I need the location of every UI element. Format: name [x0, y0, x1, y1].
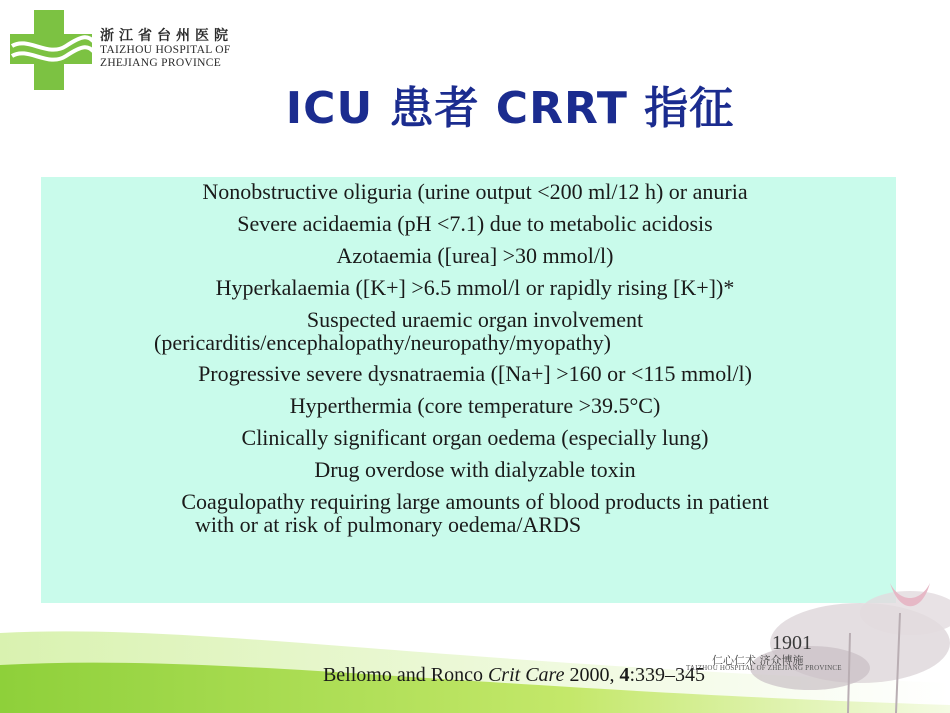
logo-text — [100, 28, 270, 70]
list-item: Coagulopathy requiring large amounts of blood products in patient with or at risk of pulmonary oedema/ARDS — [181, 489, 769, 537]
list-item: Azotaemia ([urea] >30 mmol/l) — [336, 243, 614, 268]
footer-hospital-name: TAIZHOU HOSPITAL OF ZHEJIANG PROVINCE — [686, 664, 842, 672]
list-item: Suspected uraemic organ involvement (pericarditis/encephalopathy/neuropathy/myopathy) — [154, 307, 644, 355]
citation — [0, 664, 950, 687]
founding-year: 1901 — [772, 632, 812, 654]
list-item: Severe acidaemia (pH <7.1) due to metabolic acidosis — [237, 211, 713, 236]
citation-pages: :339–345 — [629, 664, 706, 686]
citation-authors: Bellomo and Ronco — [322, 664, 488, 686]
list-item: Drug overdose with dialyzable toxin — [314, 457, 636, 482]
list-item: Clinically significant organ oedema (especially lung) — [241, 425, 709, 450]
indications-list — [0, 180, 950, 544]
logo-name-cn: 浙江省台州医院 — [100, 28, 233, 44]
logo-name-en-line1: TAIZHOU HOSPITAL OF — [100, 44, 231, 56]
citation-journal: Crit Care — [487, 664, 565, 686]
list-item: Progressive severe dysnatraemia ([Na+] >160 or <115 mmol/l) — [198, 361, 752, 386]
citation-year: 2000, — [564, 664, 620, 686]
hospital-slogan: 仁心仁术 济众博施 — [712, 654, 804, 667]
list-item: Hyperkalaemia ([K+] >6.5 mmol/l or rapidly rising [K+])* — [215, 275, 735, 300]
citation-volume: 4 — [619, 664, 630, 686]
slide-title: ICU 患者 CRRT 指征 — [285, 83, 735, 134]
list-item: Hyperthermia (core temperature >39.5°C) — [289, 393, 661, 418]
logo-name-en-line2: ZHEJIANG PROVINCE — [100, 57, 222, 69]
list-item: Nonobstructive oliguria (urine output <200 ml/12 h) or anuria — [202, 179, 748, 204]
